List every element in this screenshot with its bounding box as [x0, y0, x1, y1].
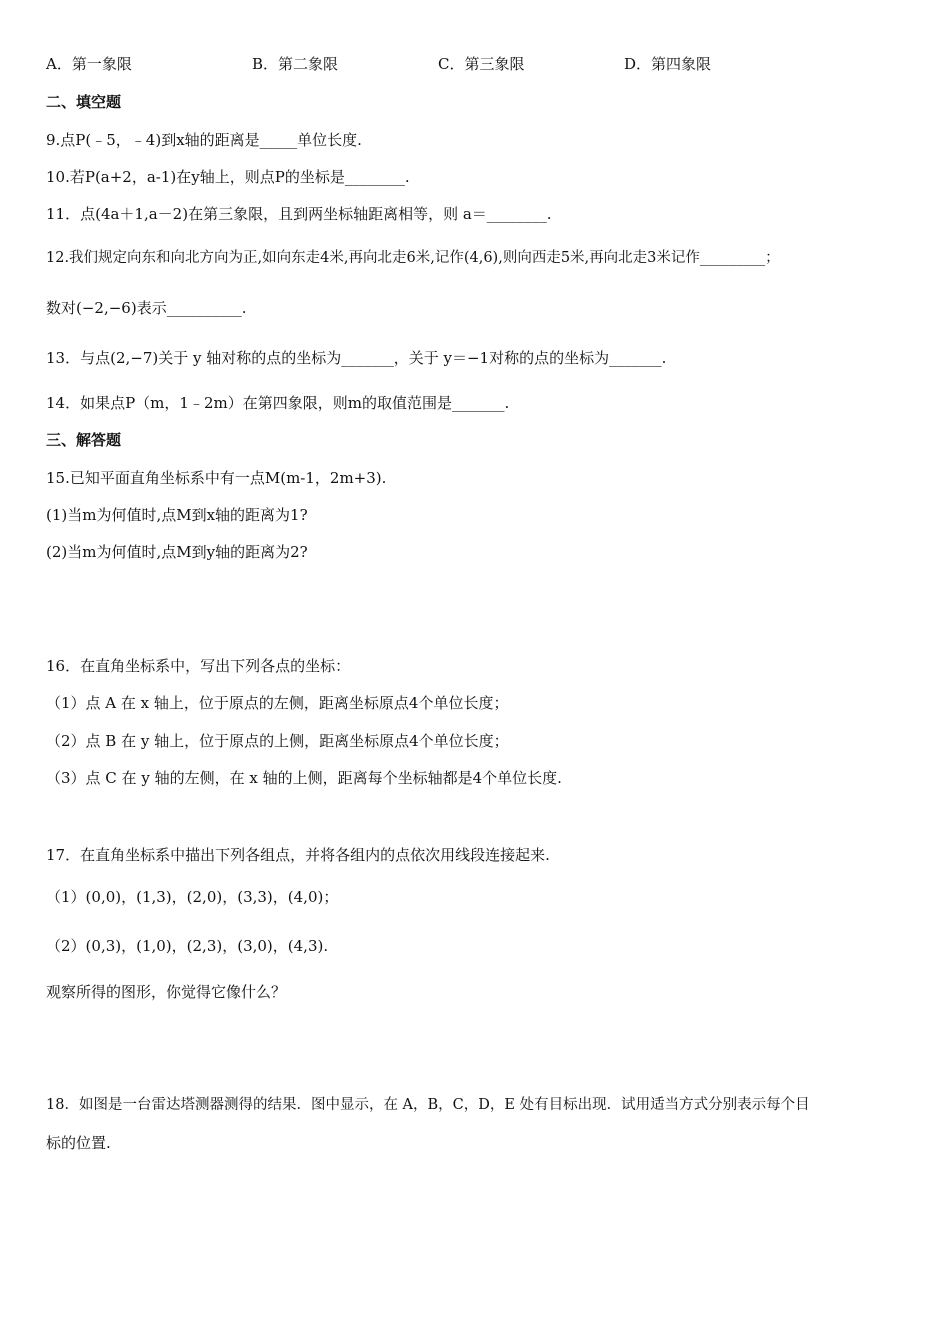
question-12-line-2: 数对(−2,−6)表示__________.: [46, 299, 247, 317]
option-a: A．第一象限: [46, 55, 132, 73]
question-13: 13．与点(2,−7)关于 y 轴对称的点的坐标为_______，关于 y＝−1对称的点的坐标为_______.: [46, 349, 667, 367]
question-16-part-1: （1）点 A 在 x 轴上，位于原点的左侧，距离坐标原点4个单位长度；: [46, 694, 509, 712]
question-16-part-2: （2）点 B 在 y 轴上，位于原点的上侧，距离坐标原点4个单位长度；: [46, 732, 509, 750]
question-17-part-2: （2）(0,3)，(1,0)，(2,3)，(3,0)，(4,3).: [46, 937, 329, 955]
question-14: 14．如果点P（m，1﹣2m）在第四象限，则m的取值范围是_______.: [46, 394, 510, 412]
question-9: 9.点P(﹣5，﹣4)到x轴的距离是_____单位长度.: [46, 131, 362, 149]
question-17-part-1: （1）(0,0)，(1,3)，(2,0)，(3,3)，(4,0)；: [46, 888, 339, 906]
question-10: 10.若P(a+2，a-1)在y轴上，则点P的坐标是________.: [46, 168, 410, 186]
question-16: 16．在直角坐标系中，写出下列各点的坐标：: [46, 657, 351, 675]
option-c: C．第三象限: [438, 55, 525, 73]
question-15-part-2: (2)当m为何值时,点M到y轴的距离为2?: [46, 543, 308, 561]
question-18-line-1: 18．如图是一台雷达塔测器测得的结果．图中显示，在 A，B，C，D，E 处有目标出现．试用适当方式分别表示每个目: [46, 1097, 810, 1113]
question-11: 11．点(4a＋1,a－2)在第三象限，且到两坐标轴距离相等，则 a＝________.: [46, 205, 552, 223]
question-18-line-2: 标的位置.: [46, 1134, 111, 1152]
question-16-part-3: （3）点 C 在 y 轴的左侧，在 x 轴的上侧，距离每个坐标轴都是4个单位长度.: [46, 769, 562, 787]
question-17: 17．在直角坐标系中描出下列各组点，并将各组内的点依次用线段连接起来.: [46, 846, 550, 864]
section-heading-fill: 二、填空题: [46, 93, 122, 111]
option-b: B．第二象限: [252, 55, 339, 73]
option-d: D．第四象限: [624, 55, 712, 73]
question-12-line-1: 12.我们规定向东和向北方向为正,如向东走4米,再向北走6米,记作(4,6),则向西走5米,再向北走3米记作_________；: [46, 250, 780, 266]
section-heading-answer: 三、解答题: [46, 431, 122, 449]
question-15-part-1: (1)当m为何值时,点M到x轴的距离为1?: [46, 506, 308, 524]
question-17-part-3: 观察所得的图形，你觉得它像什么？: [46, 983, 287, 1001]
question-15: 15.已知平面直角坐标系中有一点M(m-1，2m+3).: [46, 469, 387, 487]
